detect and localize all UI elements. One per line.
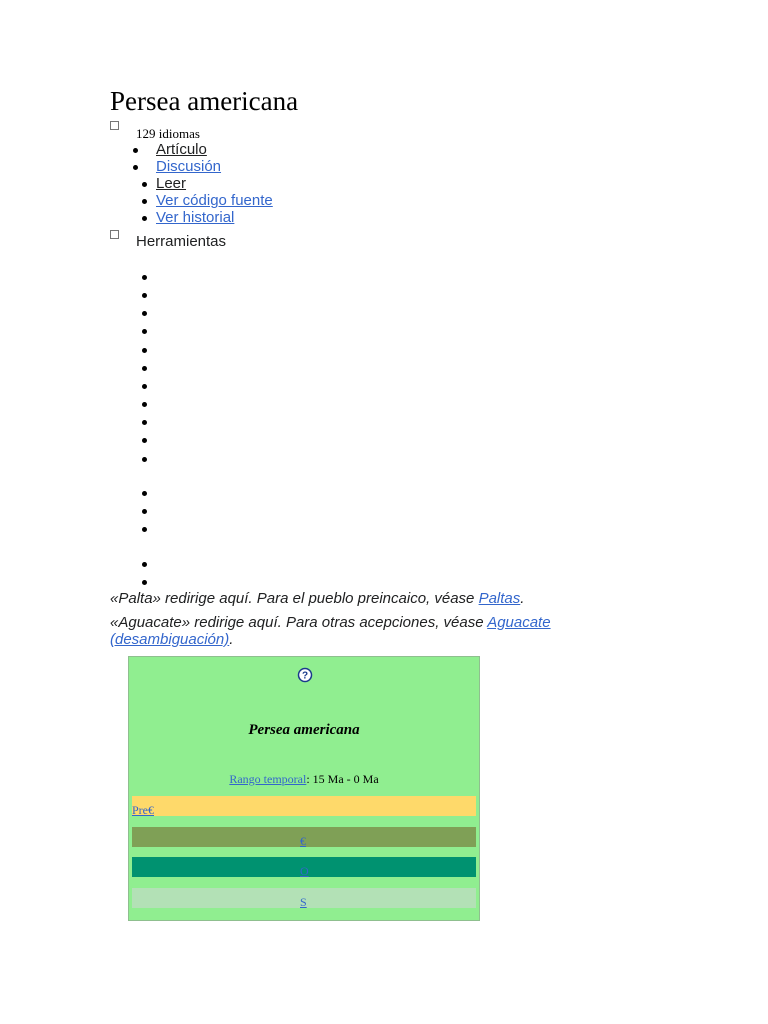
- taxobox: [128, 656, 480, 921]
- tools-checkbox[interactable]: [110, 230, 119, 239]
- timeline-link-cambrian[interactable]: €: [300, 834, 306, 848]
- timeline-link-ordovician[interactable]: O: [300, 864, 309, 878]
- tab-label: Leer: [156, 175, 187, 192]
- list-bullet: [133, 165, 138, 170]
- taxobox-range: [128, 772, 480, 787]
- empty-list-item: [142, 491, 147, 496]
- tab-label: Ver código fuente: [156, 192, 273, 209]
- empty-list-item: [142, 402, 147, 407]
- empty-list-item: [142, 509, 147, 514]
- languages-checkbox[interactable]: [110, 121, 119, 130]
- range-value: : 15 Ma - 0 Ma: [306, 772, 379, 786]
- list-bullet: [142, 216, 147, 221]
- hatnote-text: «Aguacate» redirige aquí. Para otras acepciones, véase: [110, 614, 488, 631]
- languages-button[interactable]: 129 idiomas: [136, 126, 200, 141]
- empty-list-item: [142, 420, 147, 425]
- hatnote-text: .: [520, 590, 525, 607]
- aguacate-disambiguation-link-cont[interactable]: (desambiguación): [110, 631, 230, 648]
- empty-list-item: [142, 438, 147, 443]
- list-bullet: [142, 182, 147, 187]
- hatnote-palta: [110, 590, 524, 607]
- list-bullet: [142, 199, 147, 204]
- timeline-link-silurian[interactable]: S: [300, 895, 307, 909]
- empty-list-item: [142, 293, 147, 298]
- tab-articulo[interactable]: [156, 141, 207, 158]
- tab-label: Discusión: [156, 158, 222, 175]
- aguacate-disambiguation-link[interactable]: Aguacate: [487, 614, 551, 631]
- tab-leer[interactable]: [156, 175, 186, 192]
- timeline-link-precambrian[interactable]: Pre€: [132, 803, 154, 817]
- empty-list-item: [142, 580, 147, 585]
- empty-list-item: [142, 275, 147, 280]
- tools-button[interactable]: Herramientas: [136, 233, 227, 250]
- tab-ver-codigo-fuente[interactable]: [156, 192, 273, 209]
- list-bullet: [133, 148, 138, 153]
- page-title: Persea americana: [110, 86, 299, 116]
- empty-list-item: [142, 384, 147, 389]
- help-circle-icon[interactable]: [297, 667, 313, 683]
- hatnote-aguacate-line2: [110, 631, 233, 648]
- empty-list-item: [142, 311, 147, 316]
- hatnote-text: «Palta» redirige aquí. Para el pueblo preincaico, véase: [110, 590, 479, 607]
- hatnote-text: .: [229, 631, 234, 648]
- timeline-band-precambrian: [132, 796, 476, 816]
- empty-list-item: [142, 562, 147, 567]
- tab-ver-historial[interactable]: [156, 209, 234, 226]
- paltas-link[interactable]: Paltas: [478, 590, 521, 607]
- hatnote-aguacate: [110, 614, 551, 631]
- empty-list-item: [142, 527, 147, 532]
- tab-label: Ver historial: [156, 209, 235, 226]
- taxobox-title: Persea americana: [248, 722, 360, 738]
- svg-text:?: ?: [301, 670, 309, 682]
- empty-list-item: [142, 348, 147, 353]
- empty-list-item: [142, 329, 147, 334]
- tab-discusion[interactable]: [156, 158, 221, 175]
- range-link[interactable]: Rango temporal: [229, 772, 307, 786]
- tab-label: Artículo: [156, 141, 207, 158]
- empty-list-item: [142, 366, 147, 371]
- empty-list-item: [142, 457, 147, 462]
